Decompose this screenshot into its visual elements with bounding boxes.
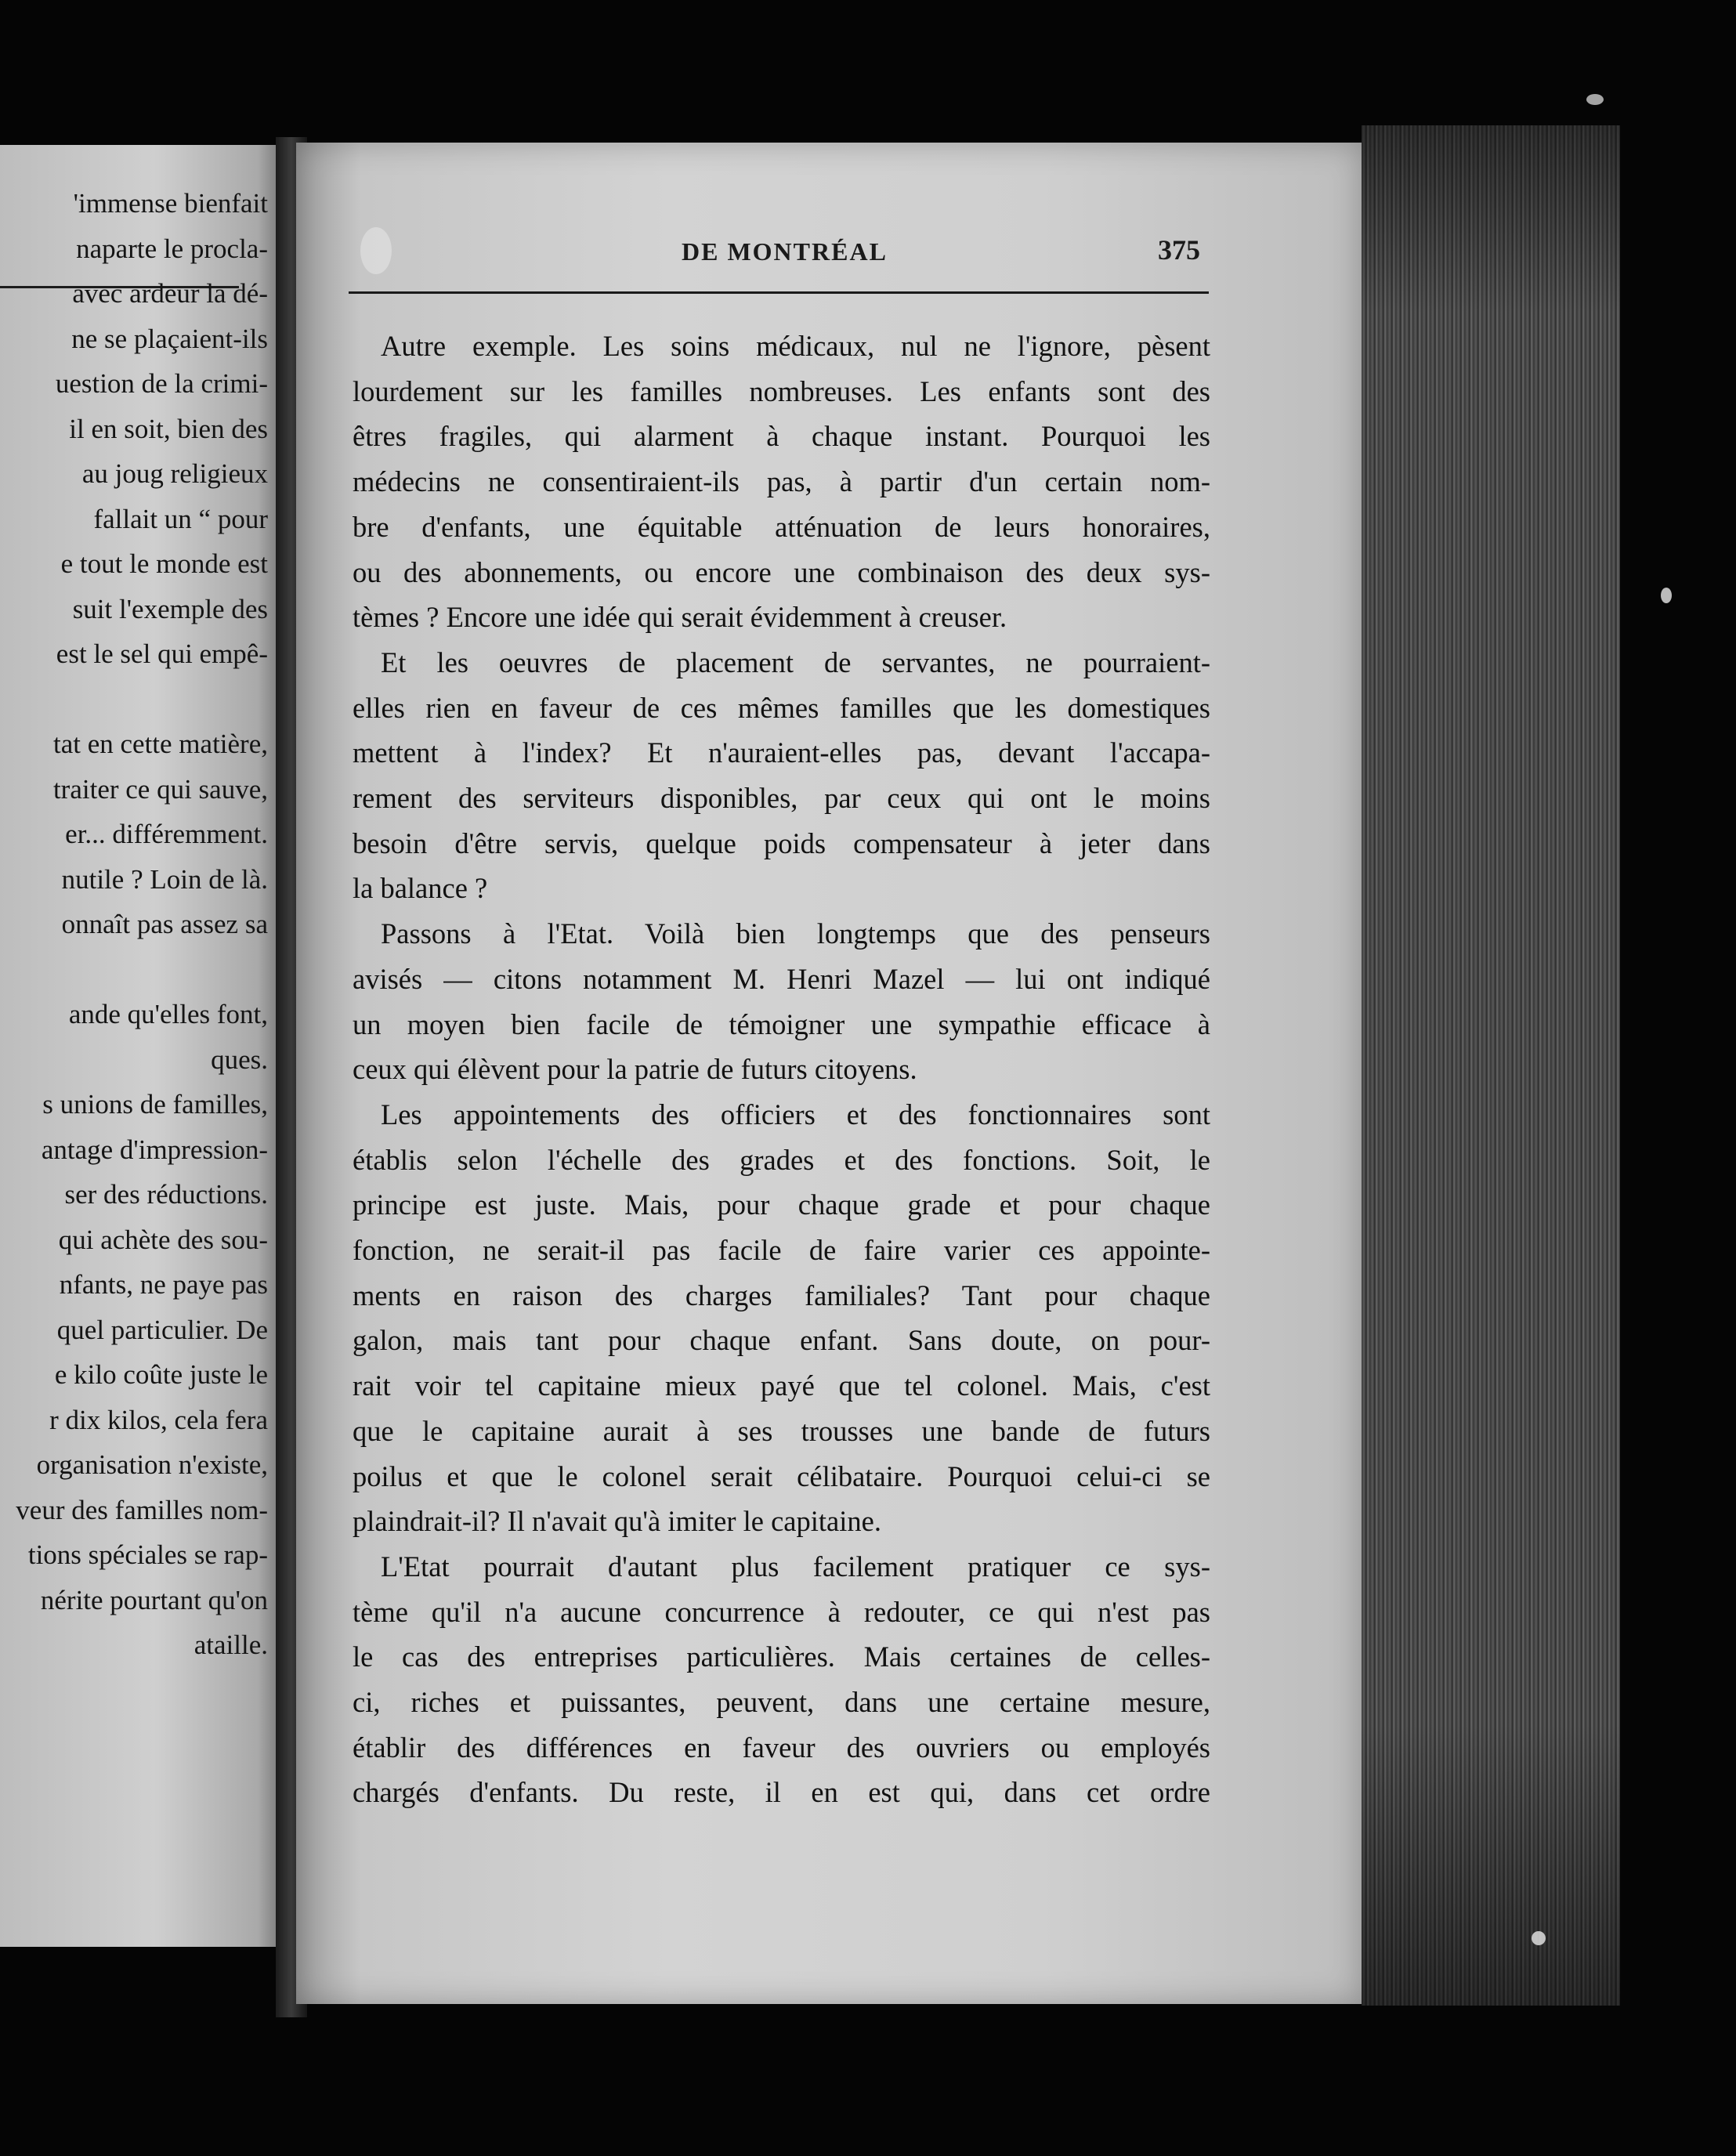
left-page-line — [0, 548, 268, 580]
left-page-line-text: organisation n'existe, — [36, 1449, 268, 1480]
text-line: rement des serviteurs disponibles, par ceux qui ont le moins — [353, 782, 1210, 814]
left-page-line-text: ataille. — [193, 1630, 268, 1660]
left-page-line — [0, 414, 268, 445]
left-page-line-text: veur des familles nom- — [16, 1494, 268, 1525]
text-line: lourdement sur les familles nombreuses. Les enfants sont des — [353, 374, 1210, 407]
text-line: principe est juste. Mais, pour chaque grade et pour chaque — [353, 1188, 1210, 1221]
text-line: ceux qui élèvent pour la patrie de futurs citoyens. — [353, 1053, 917, 1086]
left-page-line — [0, 1585, 268, 1616]
text-line: la balance ? — [353, 872, 488, 905]
left-page-line — [0, 324, 268, 355]
left-page-line — [0, 368, 268, 400]
left-page-line-text: traiter ce qui sauve, — [52, 773, 268, 805]
left-page-line-text: nutile ? Loin de là. — [61, 863, 268, 895]
left-page-line — [0, 999, 268, 1030]
left-page-line-text: onnaît pas assez sa — [61, 909, 268, 939]
left-page-line-text: e tout le monde est — [60, 548, 268, 579]
left-page-line-text: quel particulier. De — [56, 1314, 268, 1345]
left-page-line-text: uestion de la crimi- — [55, 368, 268, 399]
header-rule — [349, 291, 1209, 294]
text-line: ou des abonnements, ou encore une combinaison des deux sys- — [353, 555, 1210, 588]
left-page-line-text: ser des réductions. — [64, 1179, 268, 1210]
left-page-line-text: ne se plaçaient-ils — [71, 323, 268, 354]
text-line: bre d'enfants, une équitable atténuation de leurs honoraires, — [353, 510, 1210, 543]
text-line: êtres fragiles, qui alarment à chaque instant. Pourquoi les — [353, 420, 1210, 453]
left-page-line-text: est le sel qui empê- — [56, 638, 268, 669]
left-page-line — [0, 1225, 268, 1256]
left-page-line-text: ande qu'elles font, — [68, 999, 268, 1029]
left-page-line-text: r dix kilos, cela fera — [49, 1404, 268, 1435]
text-line: galon, mais tant pour chaque enfant. Sans doute, on pour- — [353, 1324, 1210, 1357]
text-line: mettent à l'index? Et n'auraient-elles pas, devant l'accapa- — [353, 736, 1210, 769]
left-page-line-text: tions spéciales se rap- — [27, 1539, 268, 1570]
text-line: besoin d'être servis, quelque poids compensateur à jeter dans — [353, 827, 1210, 859]
left-page-line — [0, 188, 268, 219]
text-line: elles rien en faveur de ces mêmes familles que les domestiques — [353, 691, 1210, 724]
left-page-line — [0, 864, 268, 895]
text-line: le cas des entreprises particulières. Mais certaines de celles- — [353, 1641, 1210, 1673]
film-speck — [1661, 588, 1672, 603]
text-line: ci, riches et puissantes, peuvent, dans une certaine mesure, — [353, 1686, 1210, 1718]
text-line: Les appointements des officiers et des fonctionnaires sont — [381, 1098, 1210, 1130]
left-page-line — [0, 1134, 268, 1166]
left-page-line — [0, 638, 268, 670]
left-page-line — [0, 1495, 268, 1526]
left-page-line-text: naparte le procla- — [76, 233, 268, 264]
text-line: chargés d'enfants. Du reste, il en est qui, dans cet ordre — [353, 1776, 1210, 1809]
left-page-line — [0, 1405, 268, 1436]
text-line: établir des différences en faveur des ouvriers ou employés — [353, 1731, 1210, 1764]
left-page-line — [0, 1269, 268, 1300]
text-line: Et les oeuvres de placement de servantes, ne pourraient- — [381, 646, 1210, 678]
text-line: fonction, ne serait-il pas facile de faire varier ces appointe- — [353, 1234, 1210, 1266]
text-line: un moyen bien facile de témoigner une sympathie efficace à — [353, 1007, 1210, 1040]
left-page-line-text: au joug religieux — [81, 458, 268, 489]
text-line: Passons à l'Etat. Voilà bien longtemps que des penseurs — [381, 917, 1210, 950]
left-page-line — [0, 1630, 268, 1661]
left-page-line-text: tat en cette matière, — [52, 729, 268, 759]
left-page-line-text: er... différemment. — [65, 819, 268, 849]
left-page-line-text: suit l'exemple des — [72, 593, 268, 624]
running-head: DE MONTRÉAL — [682, 237, 888, 266]
film-speck — [1532, 1931, 1546, 1945]
text-line: Autre exemple. Les soins médicaux, nul ne l'ignore, pèsent — [381, 330, 1210, 362]
text-line: que le capitaine aurait à ses trousses une bande de futurs — [353, 1414, 1210, 1447]
left-page-line — [0, 233, 268, 265]
left-page-line — [0, 819, 268, 850]
left-page-line — [0, 909, 268, 940]
left-page-line — [0, 1089, 268, 1120]
left-page-line-text: antage d'impression- — [41, 1134, 268, 1165]
left-page-line-text: fallait un “ pour — [93, 503, 268, 534]
film-speck — [360, 227, 392, 274]
left-page-line-text: e kilo coûte juste le — [54, 1359, 268, 1390]
left-page-line-text: nfants, ne paye pas — [59, 1269, 268, 1300]
text-line: ments en raison des charges familiales? Tant pour chaque — [353, 1279, 1210, 1311]
text-line: tèmes ? Encore une idée qui serait évidemment à creuser. — [353, 601, 1007, 634]
text-line: L'Etat pourrait d'autant plus facilement pratiquer ce sys- — [381, 1550, 1210, 1583]
text-line: établis selon l'échelle des grades et des fonctions. Soit, le — [353, 1143, 1210, 1176]
left-page-line-text: il en soit, bien des — [69, 413, 268, 444]
left-page-line-text: s unions de familles, — [42, 1089, 268, 1120]
text-line: plaindrait-il? Il n'avait qu'à imiter le capitaine. — [353, 1505, 881, 1538]
left-page-line — [0, 458, 268, 490]
left-page-line — [0, 594, 268, 625]
left-page-line-text: 'immense bienfait — [73, 188, 268, 219]
left-page-line-text: avec ardeur la dé- — [72, 278, 268, 309]
left-page-line — [0, 1449, 268, 1481]
text-line: rait voir tel capitaine mieux payé que tel colonel. Mais, c'est — [353, 1369, 1210, 1402]
left-page-line — [0, 1315, 268, 1346]
left-page-line — [0, 504, 268, 535]
left-page-line — [0, 1044, 268, 1076]
page-edge-shadow — [1362, 125, 1620, 2006]
left-page-line-text: qui achète des sou- — [58, 1224, 268, 1255]
left-page-line-text: nérite pourtant qu'on — [40, 1584, 268, 1615]
page-number: 375 — [1158, 234, 1200, 266]
left-page-line-text: ques. — [211, 1044, 268, 1075]
text-line: avisés — citons notamment M. Henri Mazel — lui ont indiqué — [353, 962, 1210, 995]
left-page-line — [0, 774, 268, 805]
left-page-line — [0, 729, 268, 760]
text-line: médecins ne consentiraient-ils pas, à partir d'un certain nom- — [353, 465, 1210, 498]
left-page-line — [0, 1359, 268, 1391]
text-line: poilus et que le colonel serait célibataire. Pourquoi celui-ci se — [353, 1460, 1210, 1492]
film-speck — [1586, 94, 1604, 105]
text-line: tème qu'il n'a aucune concurrence à redouter, ce qui n'est pas — [353, 1595, 1210, 1628]
left-page-line — [0, 1539, 268, 1571]
left-page-line — [0, 1179, 268, 1210]
left-page-line — [0, 278, 268, 309]
